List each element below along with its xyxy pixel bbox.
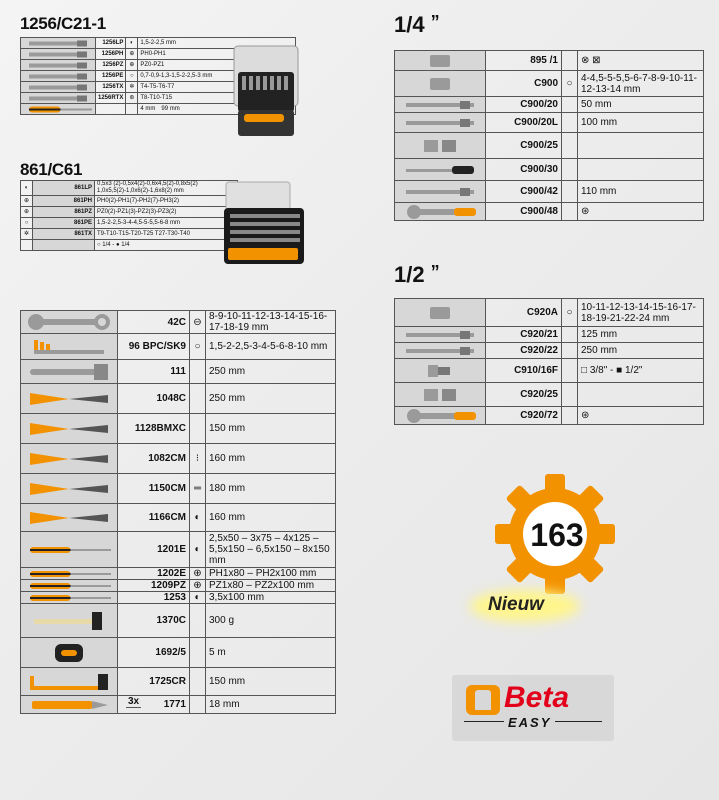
set2-symbol-icon: ◐ (21, 181, 33, 196)
tool-desc (206, 360, 336, 384)
plier-tool-icon (24, 446, 114, 472)
tool-extra-badge: 3x (128, 696, 140, 707)
adapter-tool-icon (398, 361, 482, 381)
tool-image-cell (21, 384, 118, 414)
tape-tool-icon (24, 640, 114, 666)
set1-image-cell (21, 104, 96, 115)
tool-symbol-icon (190, 668, 206, 696)
half-desc: □ 3/8" - ■ 1/2" (578, 359, 704, 383)
quarter-image-cell (395, 159, 486, 181)
half-row (395, 299, 704, 327)
set2-row (21, 181, 238, 196)
set1-desc-text: T8-T10-T15 (140, 94, 173, 101)
set2-row (21, 229, 238, 240)
screw-tool-icon (24, 581, 114, 591)
set1-code: 1256PE (96, 71, 126, 82)
set2-desc: T9-T10-T15-T20-T25 T27-T30-T40 (95, 229, 238, 240)
quarter-row (395, 51, 704, 71)
tool-desc-text: PH1x80 – PH2x100 mm (209, 568, 317, 579)
half-code: C910/16F (486, 359, 562, 383)
set1-desc-text: 0,7-0,9-1,3-1,5-2-2,5-3 mm (140, 72, 213, 79)
set1-symbol-icon: ✲ (126, 82, 138, 93)
hex-tool-icon (24, 336, 114, 358)
set2-symbol-icon: ✲ (21, 229, 33, 240)
tool-desc (206, 604, 336, 638)
bit-tool-icon (23, 72, 93, 81)
tool-desc-text: 160 mm (209, 453, 246, 464)
tool-row (21, 334, 336, 360)
quarter-symbol-icon (562, 51, 578, 71)
half-symbol-icon (562, 383, 578, 407)
half-code: C920/72 (486, 407, 562, 425)
bar-tool-icon (398, 115, 482, 131)
tool-row (21, 311, 336, 334)
tool-symbol-icon (190, 414, 206, 444)
beta-brand: Beta (504, 681, 570, 714)
set2-desc: 0,5x3 (2)-0,5x4(2)-0,6x4,5(2)-0,8x5(2) 1,0x5,5(2)-1,0x6(2)-1,6x8(2) mm (95, 181, 238, 196)
set1-desc-text: PH0-PH1 (140, 50, 166, 57)
set1-symbol-icon: ○ (126, 71, 138, 82)
tool-image-cell (21, 532, 118, 568)
tool-image-cell (21, 360, 118, 384)
set2-desc: PH0(2)-PH1(7)-PH2(7)-PH3(2) (95, 196, 238, 207)
tool-row (21, 360, 336, 384)
half-image-cell (395, 359, 486, 383)
tool-row (21, 638, 336, 668)
half-code: C920/22 (486, 343, 562, 359)
plier-tool-icon (24, 386, 114, 412)
tool-desc-text: 5 m (209, 647, 226, 658)
quarter-table (394, 50, 704, 221)
set1-image-cell (21, 60, 96, 71)
quarter-code: C900/48 (486, 203, 562, 221)
tool-symbol-icon: ═ (190, 474, 206, 504)
quarter-title-text: 1/4 (394, 12, 425, 37)
screw-tool-icon (24, 593, 114, 603)
tool-desc (206, 384, 336, 414)
quarter-code: 895 /1 (486, 51, 562, 71)
screw-tool-icon (23, 105, 93, 114)
set2-desc: ○ 1/4 - ● 1/4 (95, 240, 238, 251)
set1-desc-text: T4-T5-T6-T7 (140, 83, 175, 90)
tool-symbol-icon: ◐ (190, 532, 206, 568)
set1-symbol-icon: ◐ (126, 38, 138, 49)
set2-symbol-icon: ○ (21, 218, 33, 229)
tool-code: 1202E (118, 568, 190, 580)
set1-desc-text: PZ0-PZ1 (140, 61, 165, 68)
quarter-desc: ⊗ ⊠ (578, 51, 704, 71)
half-row (395, 407, 704, 425)
set1-code: 1256LP (96, 38, 126, 49)
set1-desc-text: 1,5-2-2,5 mm (140, 39, 177, 46)
tool-code: 1692/5 (118, 638, 190, 668)
quarter-symbol-icon (562, 159, 578, 181)
tool-image-cell (21, 568, 118, 580)
quarter-code: C900 (486, 71, 562, 97)
tool-row (21, 384, 336, 414)
tool-symbol-icon: ⊕ (190, 580, 206, 592)
set2-code: 861LP (33, 181, 95, 196)
tool-symbol-icon: ⊖ (190, 311, 206, 334)
quarter-image-cell (395, 113, 486, 133)
quarter-desc (578, 133, 704, 159)
half-symbol-icon (562, 343, 578, 359)
badge-number: 163 (530, 517, 584, 553)
tool-symbol-icon (190, 384, 206, 414)
quarter-image-cell (395, 203, 486, 221)
bar-tool-icon (398, 183, 482, 201)
tool-desc (206, 414, 336, 444)
tool-symbol-icon (190, 638, 206, 668)
quarter-image-cell (395, 181, 486, 203)
set2-symbol-icon (21, 240, 33, 251)
half-image-cell (395, 299, 486, 327)
quarter-symbol-icon (562, 203, 578, 221)
tool-desc (206, 668, 336, 696)
quarter-image-cell (395, 97, 486, 113)
screw-tool-icon (24, 569, 114, 579)
tool-desc (206, 474, 336, 504)
screw-tool-icon (24, 534, 114, 566)
bit-tool-icon (23, 39, 93, 48)
tool-desc (206, 444, 336, 474)
tool-symbol-icon: ⁝ (190, 444, 206, 474)
ratchet-tool-icon (398, 409, 482, 423)
quarter-symbol-icon (562, 133, 578, 159)
bit-box-image (218, 178, 310, 274)
half-row (395, 359, 704, 383)
bar-tool-icon (398, 99, 482, 111)
quarter-desc: 100 mm (578, 113, 704, 133)
quarter-title: 1/4 ” (394, 12, 440, 37)
tool-symbol-icon: ○ (190, 334, 206, 360)
tool-row (21, 668, 336, 696)
tool-desc-text: 250 mm (209, 393, 246, 404)
tool-image-cell (21, 638, 118, 668)
tool-row (21, 474, 336, 504)
tool-row (21, 414, 336, 444)
half-row (395, 383, 704, 407)
half-desc: 250 mm (578, 343, 704, 359)
tool-desc-text: 250 mm (209, 366, 246, 377)
plier-tool-icon (24, 476, 114, 502)
bit-case-image (230, 42, 302, 138)
beta-wrench-icon (466, 685, 500, 715)
bit-tool-icon (23, 50, 93, 59)
quarter-symbol-icon (562, 113, 578, 133)
tool-desc-text: 150 mm (209, 676, 246, 687)
quarter-symbol-icon (562, 97, 578, 113)
half-symbol-icon (562, 407, 578, 425)
set1-symbol-icon: ⊕ (126, 60, 138, 71)
set1-symbol-icon: ⊛ (126, 93, 138, 104)
quarter-row (395, 113, 704, 133)
half-code: C920/25 (486, 383, 562, 407)
tools-table (20, 310, 336, 714)
tool-code: 1253 (118, 592, 190, 604)
set2-desc: PZ0(2)-PZ1(3)-PZ2(3)-PZ3(2) (95, 207, 238, 218)
tool-image-cell (21, 414, 118, 444)
tool-code: 111 (118, 360, 190, 384)
set1-image-cell (21, 93, 96, 104)
set1-title: 1256/C21-1 (20, 14, 106, 33)
set2-symbol-icon: ⊕ (21, 196, 33, 207)
half-desc (578, 383, 704, 407)
tool-image-cell (21, 696, 118, 714)
set2-code: 861PE (33, 218, 95, 229)
beta-logo (452, 675, 614, 741)
half-symbol-icon (562, 359, 578, 383)
adj-tool-icon (24, 362, 114, 382)
quarter-code: C900/42 (486, 181, 562, 203)
tool-code: 1771 (118, 696, 190, 714)
quarter-row (395, 133, 704, 159)
tool-desc (206, 638, 336, 668)
quarter-code: C900/20 (486, 97, 562, 113)
set2-title: 861/C61 (20, 160, 83, 179)
quarter-code: C900/25 (486, 133, 562, 159)
ratchet-tool-icon (398, 205, 482, 219)
set2-code (33, 240, 95, 251)
tool-image-cell (21, 504, 118, 532)
quarter-row (395, 181, 704, 203)
quarter-image-cell (395, 51, 486, 71)
set2-code: 861PZ (33, 207, 95, 218)
half-row (395, 343, 704, 359)
half-image-cell (395, 343, 486, 359)
tool-row (21, 696, 336, 714)
tool-code: 1048C (118, 384, 190, 414)
socket-tool-icon (398, 301, 482, 325)
quarter-desc (578, 159, 704, 181)
set2-desc: 1,5-2-2,5-3-4-4,5-5-5,5-6-8 mm (95, 218, 238, 229)
set1-image-cell (21, 71, 96, 82)
tool-row (21, 592, 336, 604)
quarter-desc: 4-4,5-5-5,5-6-7-8-9-10-11-12-13-14 mm (578, 71, 704, 97)
bit-tool-icon (23, 61, 93, 70)
quarter-symbol-icon (562, 181, 578, 203)
set1-desc-text: 4 mm (140, 105, 156, 112)
tool-desc-text: 18 mm (209, 699, 240, 710)
half-desc: ⊛ (578, 407, 704, 425)
half-code: C920/21 (486, 327, 562, 343)
set2-code: 861TX (33, 229, 95, 240)
set1-code: 1256RTX (96, 93, 126, 104)
hammer-tool-icon (24, 606, 114, 636)
tool-row (21, 444, 336, 474)
beta-sub: EASY (504, 715, 555, 730)
tool-desc (206, 592, 336, 604)
tool-image-cell (21, 580, 118, 592)
quarter-row (395, 203, 704, 221)
tool-row (21, 532, 336, 568)
set1-image-cell (21, 82, 96, 93)
quarter-symbol-icon: ○ (562, 71, 578, 97)
set1-code: 1256PH (96, 49, 126, 60)
socket-tool-icon (398, 73, 482, 95)
tool-image-cell (21, 668, 118, 696)
set1-desc2-text: 99 mm (161, 105, 180, 112)
quarter-image-cell (395, 71, 486, 97)
set2-row (21, 207, 238, 218)
tbar-tool-icon (398, 161, 482, 179)
quarter-image-cell (395, 133, 486, 159)
bit-tool-icon (23, 94, 93, 103)
tool-desc-text: 1,5-2-2,5-3-4-5-6-8-10 mm (209, 341, 328, 352)
tool-code: 1370C (118, 604, 190, 638)
half-desc: 125 mm (578, 327, 704, 343)
quarter-desc: ⊛ (578, 203, 704, 221)
tool-desc (206, 504, 336, 532)
tool-desc (206, 568, 336, 580)
half-symbol-icon: ○ (562, 299, 578, 327)
quarter-row (395, 71, 704, 97)
tool-row (21, 568, 336, 580)
bar-tool-icon (398, 345, 482, 357)
half-image-cell (395, 407, 486, 425)
set2-row (21, 240, 238, 251)
quarter-row (395, 97, 704, 113)
socket-tool-icon (398, 53, 482, 69)
tool-desc-text: 8-9-10-11-12-13-14-15-16-17-18-19 mm (209, 311, 328, 333)
set1-symbol-icon: ⊕ (126, 49, 138, 60)
tool-desc (206, 532, 336, 568)
set2-row (21, 218, 238, 229)
quarter-code: C900/20L (486, 113, 562, 133)
tool-symbol-icon (190, 604, 206, 638)
tool-desc-text: 3,5x100 mm (209, 592, 265, 603)
tool-image-cell (21, 334, 118, 360)
tool-code: 1166CM (118, 504, 190, 532)
quarter-row (395, 159, 704, 181)
set1-code (96, 104, 126, 115)
tool-desc-text: 150 mm (209, 423, 246, 434)
tool-desc-text: 2,5x50 – 3x75 – 4x125 – 5,5x150 – 6,5x150 – 8x150 mm (209, 533, 330, 566)
half-image-cell (395, 327, 486, 343)
tool-code: 1209PZ (118, 580, 190, 592)
set1-code: 1256TX (96, 82, 126, 93)
half-image-cell (395, 383, 486, 407)
tool-code: 1082CM (118, 444, 190, 474)
set2-table (20, 180, 238, 251)
tool-symbol-icon (190, 360, 206, 384)
set2-symbol-icon: ⊕ (21, 207, 33, 218)
tool-symbol-icon: ⊕ (190, 568, 206, 580)
tool-desc (206, 580, 336, 592)
wrench-tool-icon (24, 313, 114, 331)
tool-row (21, 580, 336, 592)
half-table (394, 298, 704, 425)
tool-image-cell (21, 311, 118, 334)
tool-symbol-icon (190, 696, 206, 714)
quarter-desc: 50 mm (578, 97, 704, 113)
set1-image-cell (21, 38, 96, 49)
tool-code: 96 BPC/SK9 (118, 334, 190, 360)
tool-code: 1128BMXC (118, 414, 190, 444)
half-title: 1/2 ” (394, 262, 440, 287)
tool-desc (206, 311, 336, 334)
bit-tool-icon (23, 83, 93, 92)
tool-desc-text: 160 mm (209, 512, 246, 523)
quarter-desc: 110 mm (578, 181, 704, 203)
half-row (395, 327, 704, 343)
half-code: C920A (486, 299, 562, 327)
bar-tool-icon (398, 329, 482, 341)
tool-image-cell (21, 592, 118, 604)
saw-tool-icon (24, 670, 114, 694)
tool-desc-text: 300 g (209, 615, 235, 626)
tool-image-cell (21, 604, 118, 638)
set2-row (21, 196, 238, 207)
set1-symbol-icon (126, 104, 138, 115)
tool-code: 1725CR (118, 668, 190, 696)
badge-label: Nieuw (488, 594, 544, 615)
plier-tool-icon (24, 506, 114, 530)
ujoint-tool-icon (398, 135, 482, 157)
tool-row (21, 504, 336, 532)
plier-tool-icon (24, 416, 114, 442)
half-desc: 10-11-12-13-14-15-16-17-18-19-21-22-24 mm (578, 299, 704, 327)
tool-symbol-icon: ◐ (190, 504, 206, 532)
tool-desc-text: PZ1x80 – PZ2x100 mm (209, 580, 315, 591)
tool-symbol-icon: ◐ (190, 592, 206, 604)
half-title-text: 1/2 (394, 262, 425, 287)
set1-image-cell (21, 49, 96, 60)
ujoint-tool-icon (398, 385, 482, 405)
set1-code: 1256PZ (96, 60, 126, 71)
tool-image-cell (21, 444, 118, 474)
knife-tool-icon (24, 698, 114, 712)
tool-image-cell (21, 474, 118, 504)
set2-code: 861PH (33, 196, 95, 207)
tool-desc (206, 334, 336, 360)
quarter-code: C900/30 (486, 159, 562, 181)
tool-desc-text: 180 mm (209, 483, 246, 494)
tool-code: 42C (118, 311, 190, 334)
tool-row (21, 604, 336, 638)
tool-code: 1150CM (118, 474, 190, 504)
tool-code: 1201E (118, 532, 190, 568)
half-symbol-icon (562, 327, 578, 343)
